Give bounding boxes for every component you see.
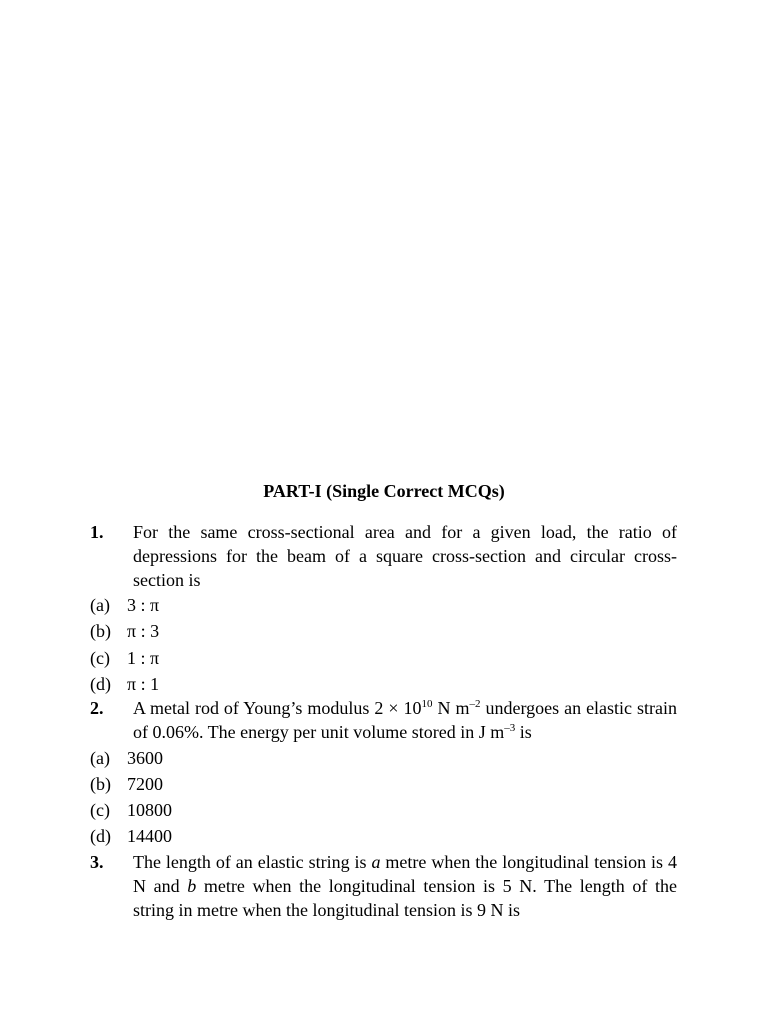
option-2a — [90, 746, 163, 770]
option-label: (a) — [90, 748, 110, 768]
option-label: (c) — [90, 648, 110, 668]
option-label: (b) — [90, 774, 111, 794]
question-1 — [90, 520, 677, 592]
option-value: 10800 — [127, 800, 172, 820]
question-number: 3. — [90, 852, 104, 872]
option-value: π : 3 — [127, 621, 160, 641]
variable-a: a — [371, 852, 381, 872]
option-label: (d) — [90, 826, 111, 846]
question-text — [133, 850, 677, 922]
option-value: 7200 — [127, 774, 163, 794]
option-2d — [90, 824, 172, 848]
question-number: 2. — [90, 698, 104, 718]
option-value: 3 : π — [127, 595, 160, 615]
text-segment: is — [515, 722, 532, 742]
question-number: 1. — [90, 522, 104, 542]
option-2b — [90, 772, 163, 796]
option-label: (b) — [90, 621, 111, 641]
exponent: –2 — [469, 698, 481, 710]
question-3 — [90, 850, 677, 922]
option-value: 3600 — [127, 748, 163, 768]
question-2 — [90, 696, 677, 744]
option-1b — [90, 619, 159, 643]
option-value: 14400 — [127, 826, 172, 846]
page-title: PART-I (Single Correct MCQs) — [263, 481, 505, 501]
question-text: For the same cross-sectional area and for a given load, the ratio of depressions for the beam of a square cross-section and circular cross-section is — [133, 522, 677, 590]
question-text — [133, 696, 677, 744]
text-segment: N m — [432, 698, 470, 718]
option-label: (c) — [90, 800, 110, 820]
option-label: (d) — [90, 674, 111, 694]
option-value: 1 : π — [127, 648, 160, 668]
text-segment: undergoes an elastic strain of 0.06%. The energy per unit volume stored in J m — [133, 698, 678, 742]
exponent: 10 — [421, 698, 433, 710]
text-segment: metre when the longitudinal tension is 5 N. The length of the string in metre when the longitudinal tension is 9 N is — [133, 876, 677, 920]
option-label: (a) — [90, 595, 110, 615]
option-1d — [90, 672, 159, 696]
variable-b: b — [187, 876, 197, 896]
option-1c — [90, 646, 159, 670]
text-segment: metre when the longitudinal tension is 4 N and — [133, 852, 677, 896]
option-1a — [90, 593, 159, 617]
option-value: π : 1 — [127, 674, 160, 694]
exponent: –3 — [504, 722, 516, 734]
option-2c — [90, 798, 172, 822]
text-segment: The length of an elastic string is — [133, 852, 372, 872]
text-segment: A metal rod of Young’s modulus 2 × 10 — [133, 698, 422, 718]
